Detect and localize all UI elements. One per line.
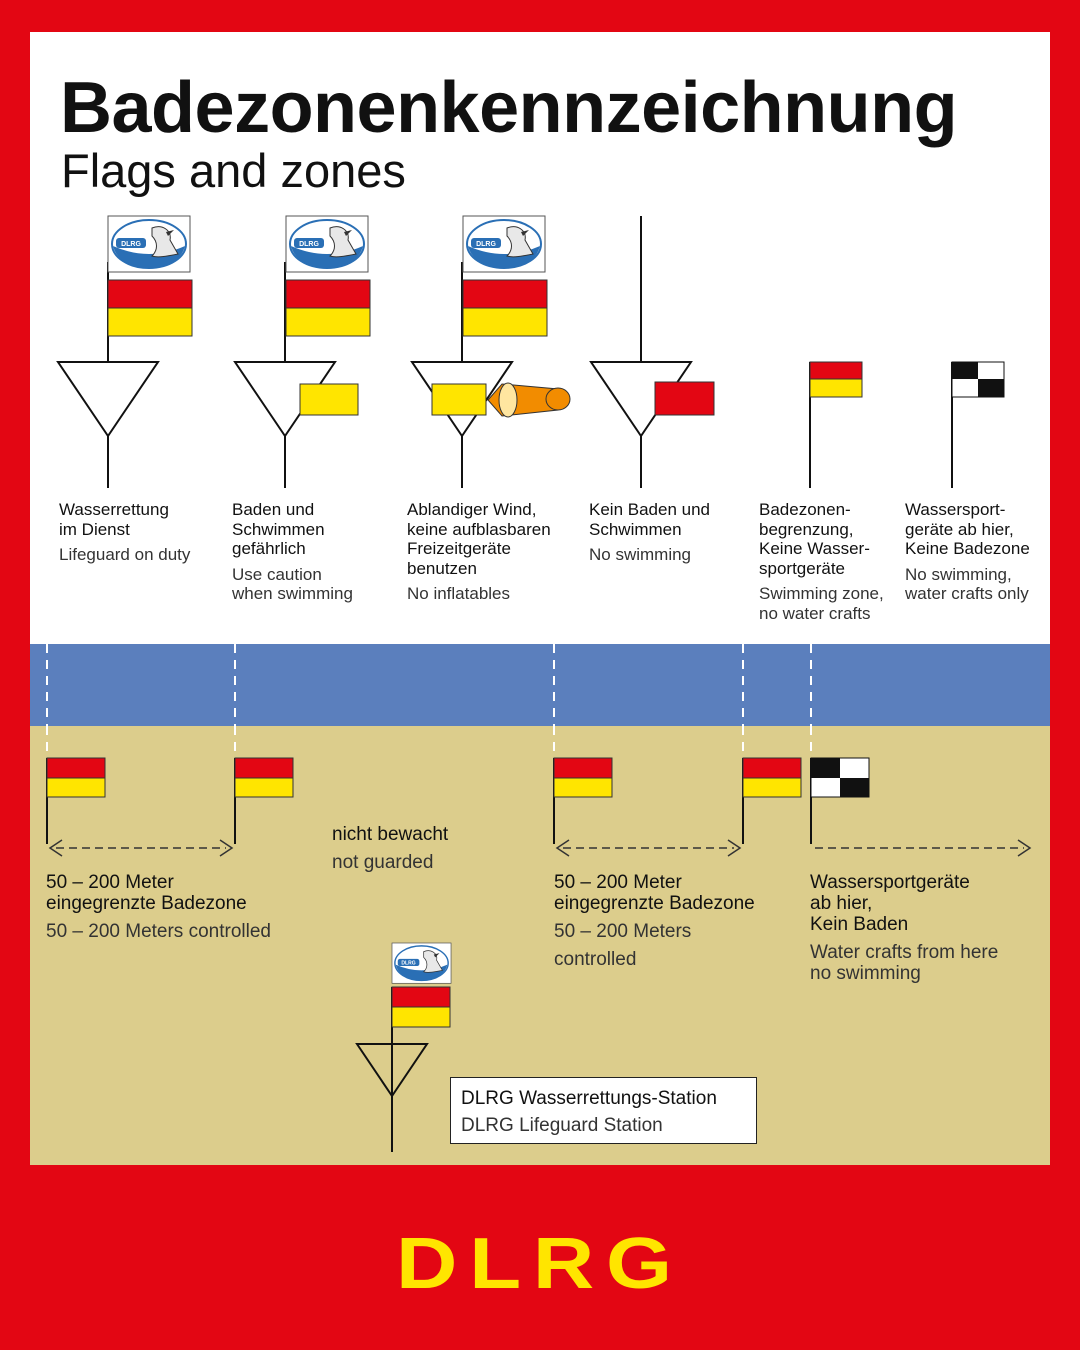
sign-use-caution [235,216,370,488]
dlrg-logo-icon [392,943,451,983]
label-de: Wasserrettung im Dienst [59,500,169,539]
label-de: Baden und Schwimmen gefährlich [232,500,325,558]
sign-swimming-zone [810,362,862,488]
poster [30,32,1050,1165]
label-de: Kein Baden und Schwimmen [589,500,710,539]
water-band [30,644,1050,726]
dlrg-brand-logo: DLRG [396,1224,684,1304]
page-title: Badezonenkennzeichnung [60,68,958,148]
zone-label-en: 50 – 200 Meters controlled [554,921,692,970]
page-subtitle: Flags and zones [61,144,406,197]
label-no-swimming [589,500,710,565]
sign-water-crafts-only [952,362,1004,488]
station-label-en: DLRG Lifeguard Station [461,1115,663,1136]
station-label-de: DLRG Wasserrettungs-Station [461,1088,717,1109]
sign-lifeguard-on-duty [58,216,192,488]
zone-label-right [554,872,755,974]
label-en: Use caution when swimming [232,564,353,603]
label-en: No swimming [589,545,692,564]
zone-label-en: 50 – 200 Meters controlled [46,921,271,942]
poster-illustration: DLRG [30,32,1050,1165]
zone-label-en: Water crafts from here no swimming [810,942,999,984]
label-en: Lifeguard on duty [59,545,191,564]
sign-no-swimming [591,216,714,488]
windsock-icon [488,383,570,417]
label-en: No swimming, water crafts only [905,564,1029,603]
zone-label-en: not guarded [332,852,434,873]
label-de: Wassersport- geräte ab hier, Keine Badezone [905,500,1030,558]
label-en: Swimming zone, no water crafts [759,584,884,623]
station-label-box [450,1077,757,1144]
sign-no-inflatables [412,216,570,488]
dlrg-logo-icon [463,216,545,272]
label-swimming-zone [759,500,884,623]
dlrg-logo-icon [108,216,190,272]
label-no-inflatables [407,500,551,604]
zone-label-de: 50 – 200 Meter eingegrenzte Badezone [46,872,247,914]
zone-label-de: 50 – 200 Meter eingegrenzte Badezone [554,872,755,914]
zone-label-de: nicht bewacht [332,824,449,845]
label-use-caution [232,500,353,604]
zone-label-not-guarded [332,824,448,873]
zone-label-crafts [810,872,998,984]
label-de: Badezonen- begrenzung, Keine Wasser- sportgeräte [759,500,870,578]
zone-label-left [46,872,271,942]
dlrg-logo-icon [286,216,368,272]
label-water-crafts-only [905,500,1030,604]
label-de: Ablandiger Wind, keine aufblasbaren Freizeitgeräte benutzen [407,500,551,578]
label-lifeguard-on-duty [59,500,190,565]
zone-label-de: Wassersportgeräte ab hier, Kein Baden [810,872,970,935]
label-en: No inflatables [407,584,511,603]
